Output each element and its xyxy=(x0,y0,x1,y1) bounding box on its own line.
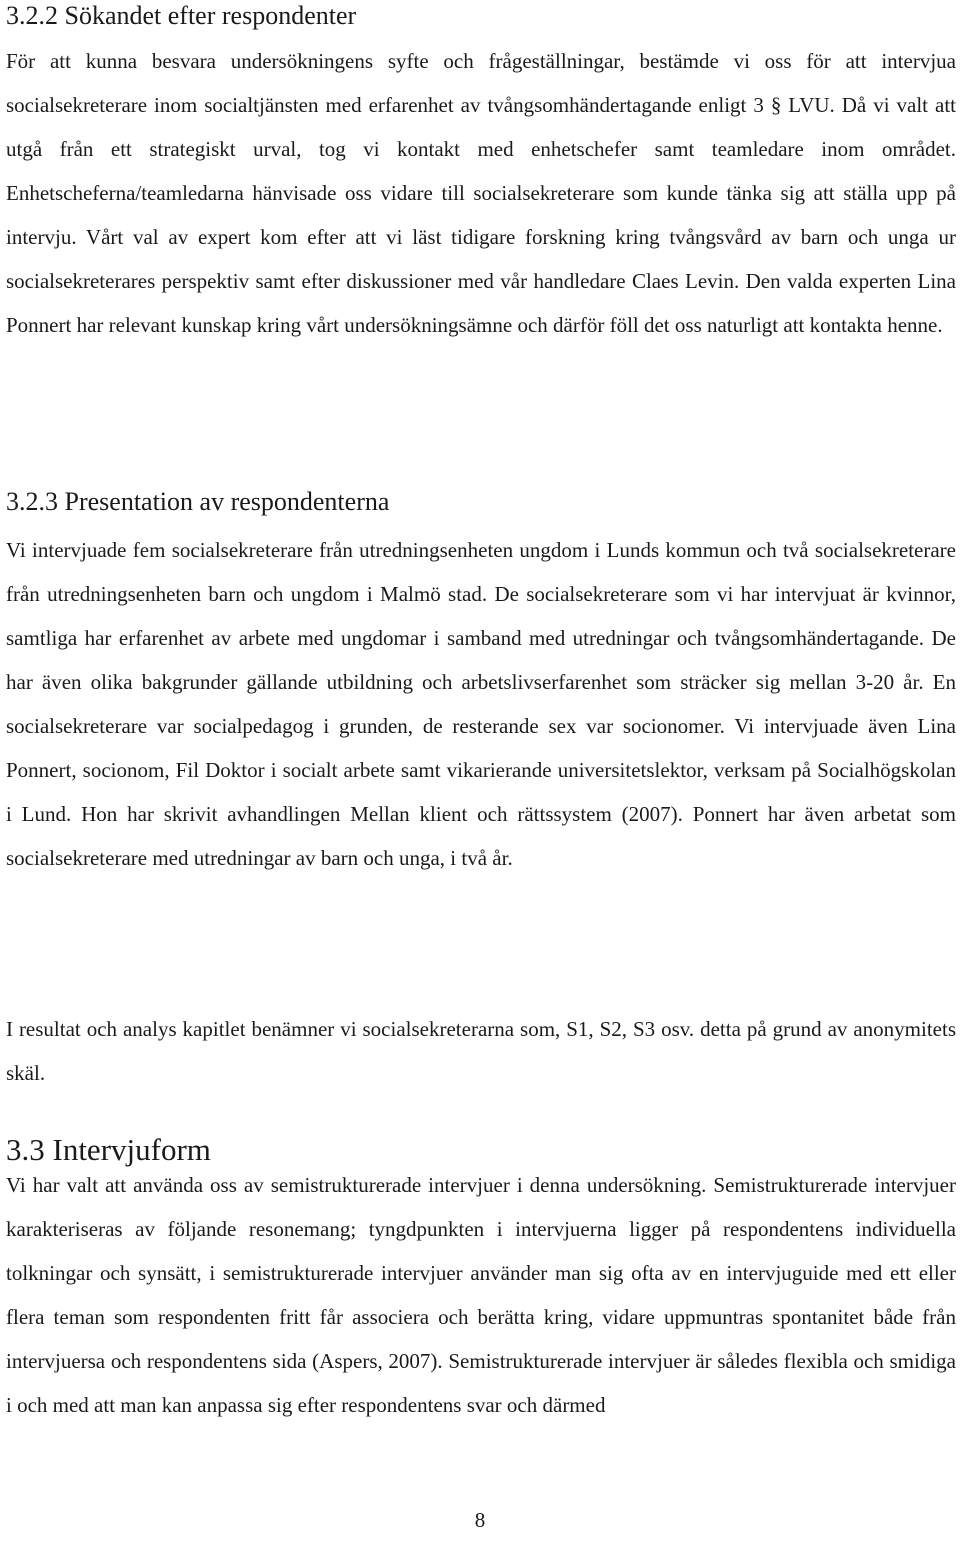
section-323-paragraph-1: Vi intervjuade fem socialsekreterare från utredningsenheten ungdom i Lunds kommun och två socialsekreterare från utredningsenheten barn och ungdom i Malmö stad. De socialsekreterare som vi har intervjuat är kvinnor, samtliga har erfarenhet av arbete med ungdomar i samband med utredningar och tvångsomhändertagande. De har även olika bakgrunder gällande utbildning och arbetslivserfarenhet som sträcker sig mellan 3-20 år. En socialsekreterare var socialpedagog i grunden, de resterande sex var socionomer. Vi intervjuade även Lina Ponnert, socionom, Fil Doktor i socialt arbete samt vikarierande universitetslektor, verksam på Socialhögskolan i Lund. Hon har skrivit avhandlingen Mellan klient och rättssystem (2007). Ponnert har även arbetat som socialsekreterare med utredningar av barn och unga, i två år. xyxy=(6,538,956,870)
page-number: 8 xyxy=(474,1508,486,1532)
section-323-heading: 3.2.3 Presentation av respondenterna xyxy=(6,487,390,516)
section-322-paragraph: För att kunna besvara undersökningens syfte och frågeställningar, bestämde vi oss för att intervjua socialsekreterare inom socialtjänsten med erfarenhet av tvångsomhändertagande enligt 3 § LVU. Då vi valt att utgå från ett strategiskt urval, tog vi kontakt med enhetschefer samt teamledare inom området. Enhetscheferna/teamledarna hänvisade oss vidare till socialsekreterare som kunde tänka sig att ställa upp på intervju. Vårt val av expert kom efter att vi läst tidigare forskning kring tvångsvård av barn och unga ur socialsekreterares perspektiv samt efter diskussioner med vår handledare Claes Levin. Den valda experten Lina Ponnert har relevant kunskap kring vårt undersökningsämne och därför föll det oss naturligt att kontakta henne. xyxy=(6,49,956,337)
section-33-paragraph: Vi har valt att använda oss av semistrukturerade intervjuer i denna undersökning. Semistrukturerade intervjuer karakteriseras av följande resonemang; tyngdpunkten i intervjuerna ligger på respondentens individuella tolkningar och synsätt, i semistrukturerade intervjuer använder man sig ofta av en intervjuguide med ett eller flera teman som respondenten fritt får associera och berätta kring, vidare uppmuntras spontanitet både från intervjuersa och respondentens sida (Aspers, 2007). Semistrukturerade intervjuer är således flexibla och smidiga i och med att man kan anpassa sig efter respondentens svar och därmed xyxy=(6,1173,956,1417)
section-33-heading: 3.3 Intervjuform xyxy=(6,1132,211,1167)
section-322-heading: 3.2.2 Sökandet efter respondenter xyxy=(6,1,357,30)
section-323-paragraph-2: I resultat och analys kapitlet benämner vi socialsekreterarna som, S1, S2, S3 osv. detta på grund av anonymitets skäl. xyxy=(6,1017,956,1085)
